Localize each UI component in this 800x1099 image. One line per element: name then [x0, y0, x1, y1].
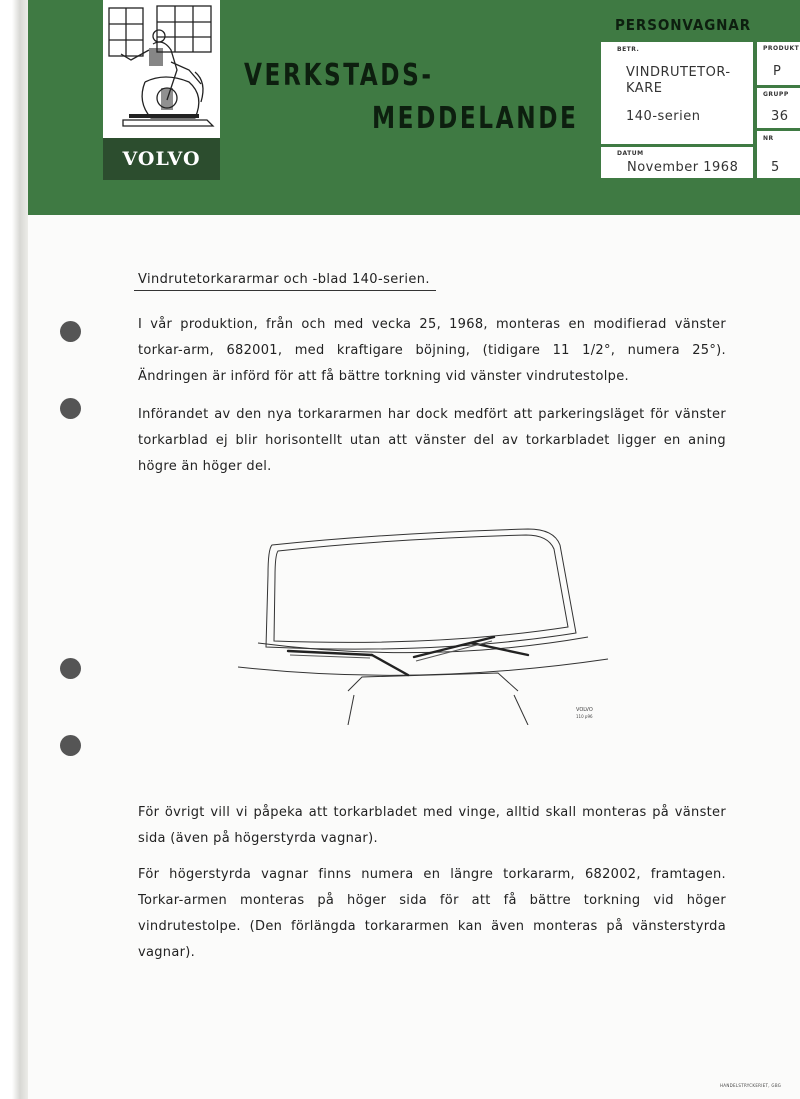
- datum-label: DATUM: [617, 150, 644, 157]
- info-box: [601, 42, 753, 178]
- paragraph-1: I vår produktion, från och med vecka 25, 1968, monteras en modifierad vänster torkar-arm, 682001, med kraftigare böjning, (tidigare 11 1/2°, numera 25°). Ändringen är införd för att få bättre torkning vid vänster vindrutestolpe.: [138, 317, 726, 384]
- title-line-1: VERKSTADS-: [244, 58, 434, 93]
- betr-line-1: VINDRUTETOR-: [626, 65, 731, 80]
- figure-brand: VOLVO: [576, 707, 593, 713]
- figure-code: 110 p96: [576, 714, 593, 719]
- binder-hole: [60, 658, 81, 679]
- mechanic-illustration: [105, 2, 218, 130]
- document-title: Vindrutetorkararmar och -blad 140-serien.: [138, 272, 430, 287]
- category-label: PERSONVAGNAR: [615, 16, 752, 34]
- page-binding-edge: [0, 0, 28, 1099]
- title-underline: [134, 290, 436, 291]
- datum-field: November 1968: [627, 160, 739, 175]
- grupp-label: GRUPP: [763, 91, 789, 98]
- info-divider: [601, 144, 753, 147]
- binder-hole: [60, 398, 81, 419]
- title-line-2: MEDDELANDE: [372, 101, 579, 136]
- paragraph-3: För övrigt vill vi påpeka att torkarbladet med vinge, alltid skall monteras på vänster sida (även på högerstyrda vagnar).: [138, 805, 726, 846]
- side-divider-2: [757, 128, 800, 131]
- paragraph-2: Införandet av den nya torkararmen har dock medfört att parkeringsläget för vänster torkarblad ej blir horisontellt utan att vänster del av torkarbladet ligger en aning högre än höger del.: [138, 407, 726, 474]
- betr-line-2: KARE: [626, 81, 663, 96]
- nr-label: NR: [763, 135, 774, 142]
- paragraph-4: För högerstyrda vagnar finns numera en längre torkararm, 682002, framtagen. Torkar-armen monteras på höger sida för att få bättre torkning vid höger vindrutestolpe. (Den förlängda torkararmen kan även monteras på vänsterstyrda vagnar).: [138, 867, 726, 960]
- volvo-logo-plate: VOLVO: [103, 138, 220, 180]
- windshield-wiper-figure: [238, 515, 618, 725]
- grupp-field: 36: [771, 109, 789, 124]
- info-side-column: [757, 42, 800, 178]
- printer-credit: HANDELSTRYCKERIET, GBG: [720, 1083, 782, 1088]
- nr-field: 5: [771, 160, 780, 175]
- binder-hole: [60, 321, 81, 342]
- betr-label: BETR.: [617, 46, 640, 53]
- series-field: 140-serien: [626, 109, 701, 124]
- produkt-field: P: [773, 64, 782, 79]
- side-divider-1: [757, 85, 800, 88]
- produkt-label: PRODUKT: [763, 45, 800, 52]
- binder-hole: [60, 735, 81, 756]
